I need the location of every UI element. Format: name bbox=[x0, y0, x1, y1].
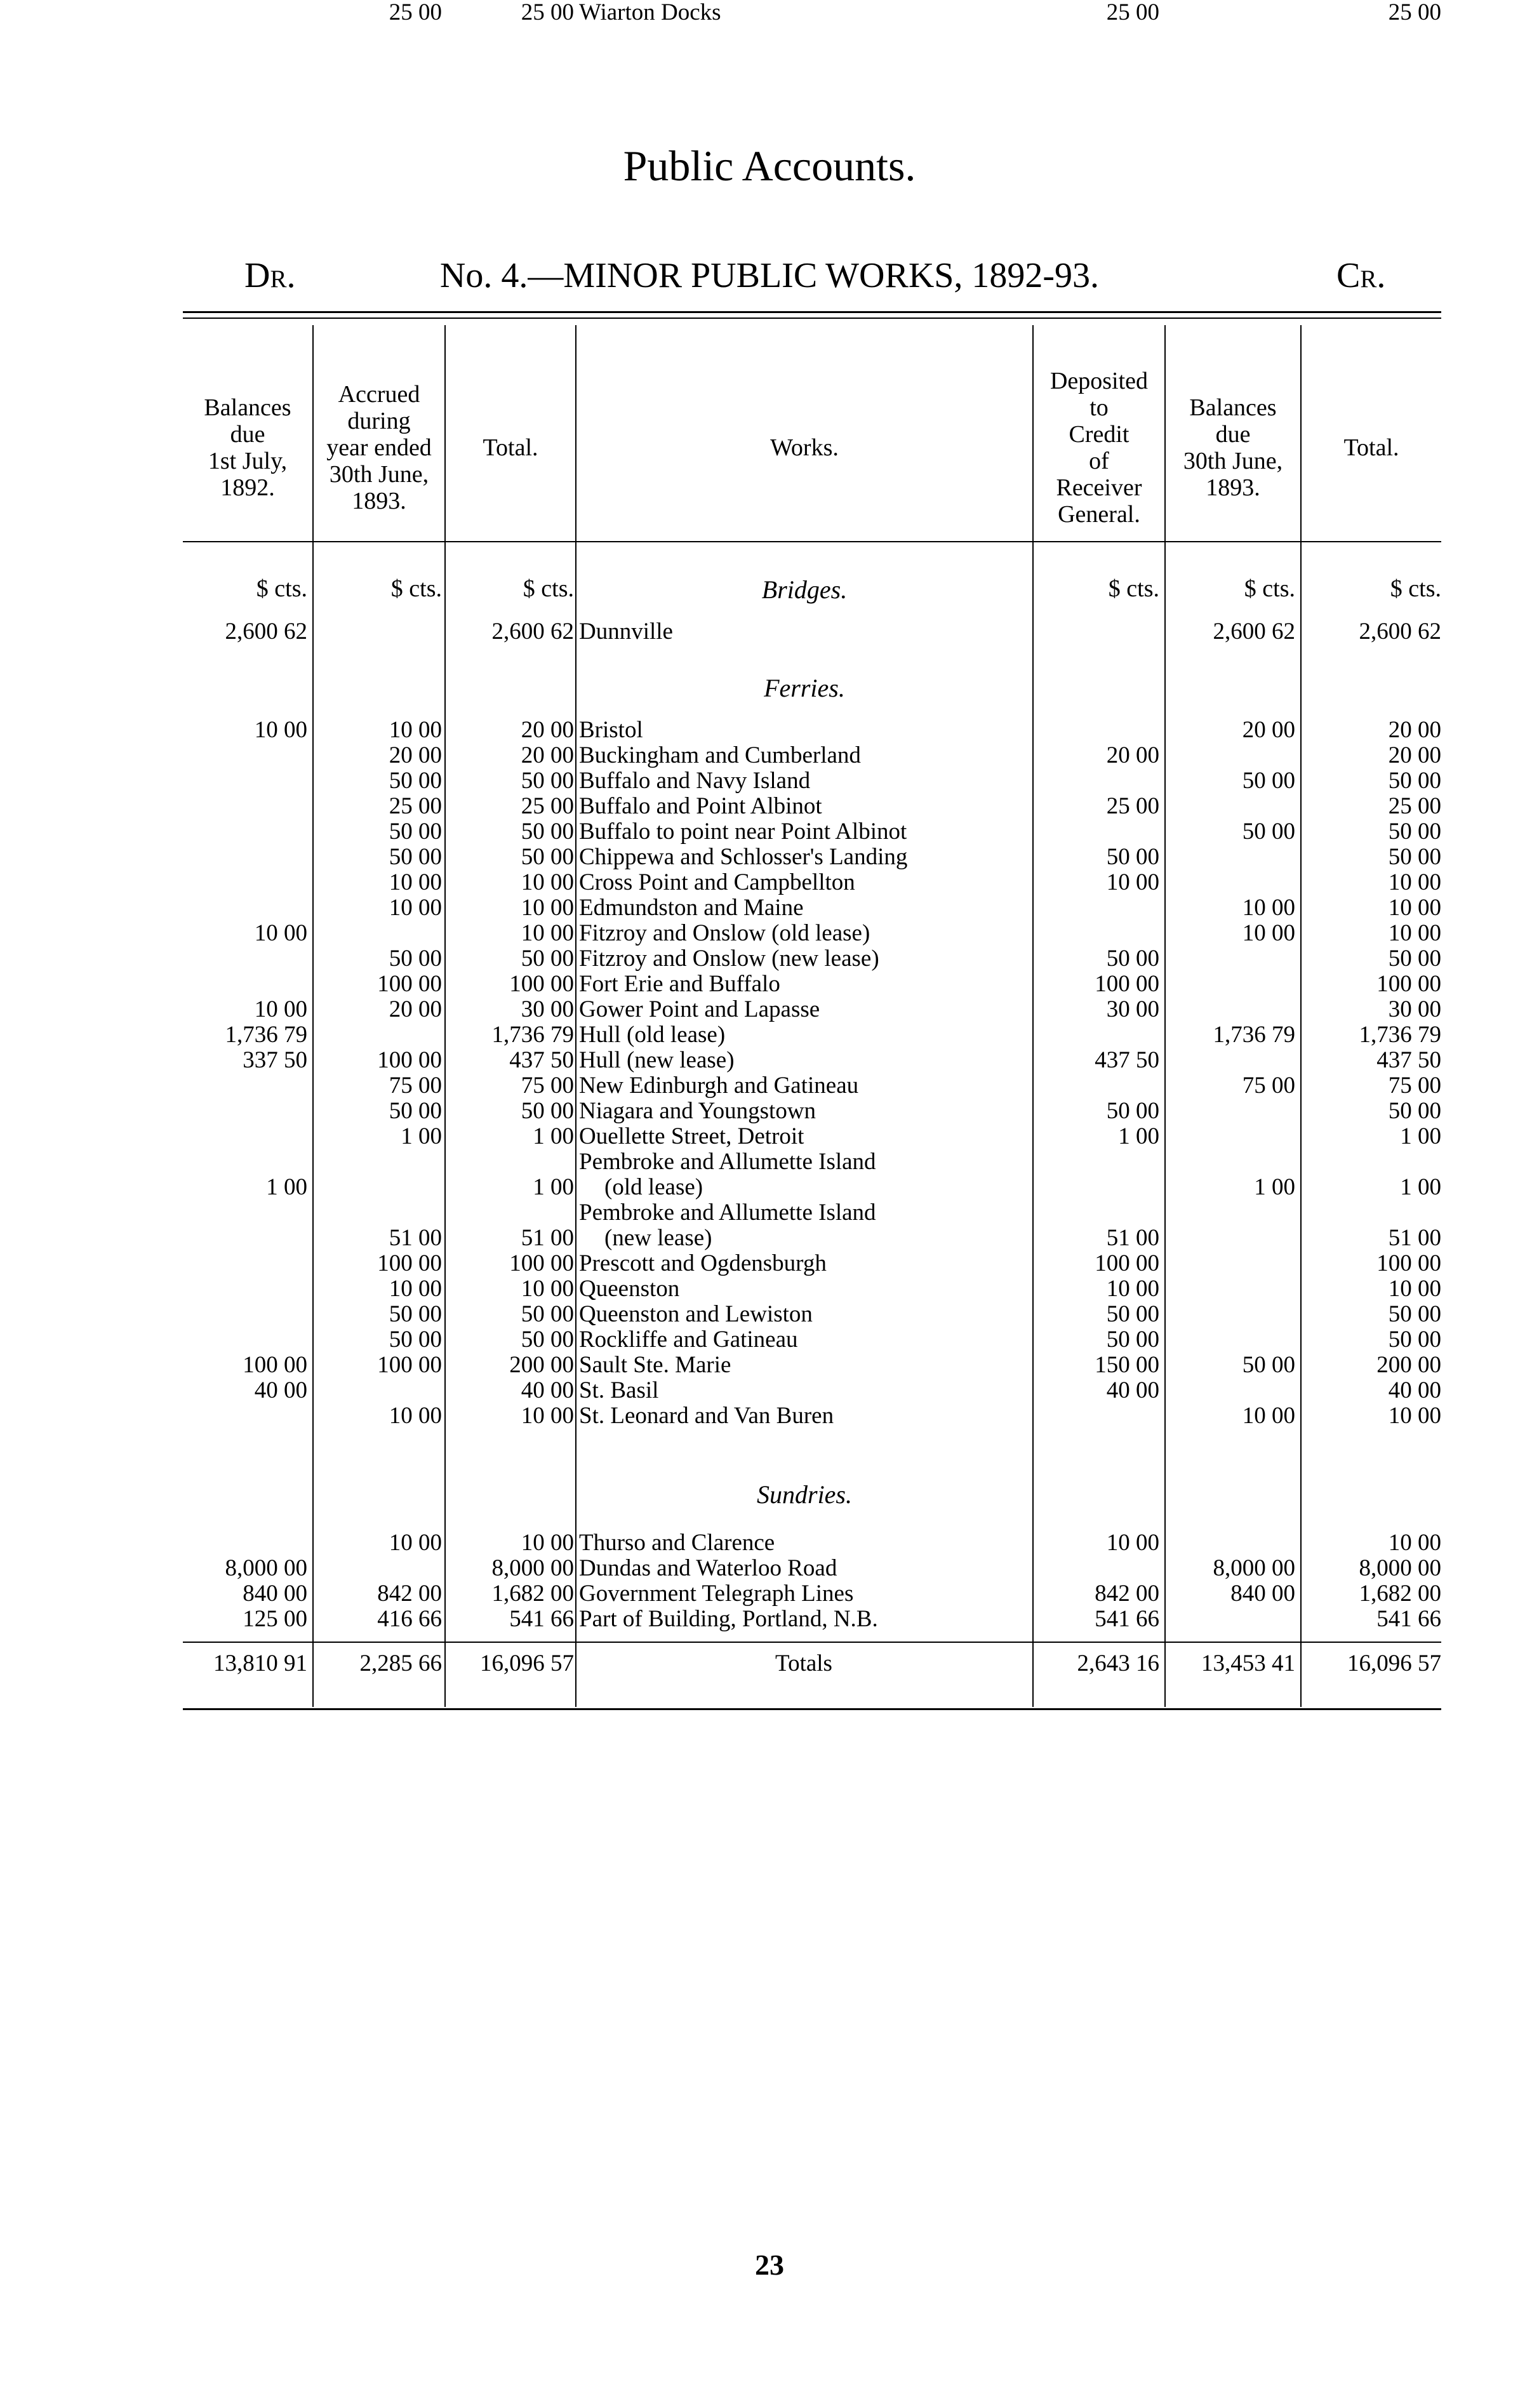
amount-cell: 50 00 bbox=[1242, 1353, 1295, 1378]
table-row bbox=[0, 1073, 1539, 1099]
total-amount-cell: 13,453 41 bbox=[1201, 1651, 1295, 1676]
amount-cell: 30 00 bbox=[1106, 997, 1159, 1022]
amount-cell: 75 00 bbox=[389, 1073, 442, 1099]
amount-cell: 50 00 bbox=[389, 1099, 442, 1124]
totals-rule bbox=[183, 1642, 1441, 1643]
work-name: St. Basil bbox=[579, 1378, 659, 1403]
work-name: Ouellette Street, Detroit bbox=[579, 1124, 804, 1149]
debit-label: Dr. bbox=[244, 256, 296, 295]
work-name: Thurso and Clarence bbox=[579, 1530, 775, 1556]
table-row bbox=[0, 1022, 1539, 1048]
amount-cell: 40 00 bbox=[254, 1378, 307, 1403]
amount-cell: 541 66 bbox=[1095, 1607, 1159, 1632]
credit-label: Cr. bbox=[1336, 256, 1386, 295]
total-amount-cell: 2,643 16 bbox=[1077, 1651, 1159, 1676]
work-name: Buckingham and Cumberland bbox=[579, 743, 861, 768]
amount-cell: 50 00 bbox=[389, 1302, 442, 1327]
amount-cell: 840 00 bbox=[1230, 1581, 1295, 1607]
amount-cell: 20 00 bbox=[389, 743, 442, 768]
amount-cell: 1 00 bbox=[533, 1175, 574, 1200]
amount-cell: 437 50 bbox=[1095, 1048, 1159, 1073]
amount-cell: 100 00 bbox=[377, 972, 442, 997]
amount-cell: 50 00 bbox=[1388, 768, 1441, 794]
table-row bbox=[0, 619, 1539, 645]
amount-cell: 25 00 bbox=[1106, 794, 1159, 819]
amount-cell: 150 00 bbox=[1095, 1353, 1159, 1378]
work-name: Edmundston and Maine bbox=[579, 895, 804, 921]
amount-cell: 541 66 bbox=[509, 1607, 574, 1632]
amount-cell: 51 00 bbox=[389, 1226, 442, 1251]
amount-cell: 10 00 bbox=[389, 1530, 442, 1556]
amount-cell: 842 00 bbox=[377, 1581, 442, 1607]
total-amount-cell: 13,810 91 bbox=[213, 1651, 307, 1676]
work-name: Pembroke and Allumette Island bbox=[579, 1149, 876, 1175]
amount-cell: 8,000 00 bbox=[491, 1556, 574, 1581]
col-head-total-cr: Total. bbox=[1343, 434, 1399, 461]
amount-cell: 50 00 bbox=[1388, 1099, 1441, 1124]
amount-cell: 51 00 bbox=[1388, 1226, 1441, 1251]
amount-cell: 50 00 bbox=[1388, 819, 1441, 845]
amount-cell: 50 00 bbox=[389, 819, 442, 845]
amount-cell: 20 00 bbox=[1388, 718, 1441, 743]
amount-cell: 40 00 bbox=[1106, 1378, 1159, 1403]
table-row bbox=[0, 819, 1539, 845]
amount-cell: 10 00 bbox=[389, 1276, 442, 1302]
work-name: Fitzroy and Onslow (old lease) bbox=[579, 921, 870, 946]
table-row bbox=[0, 1149, 1539, 1200]
table-row bbox=[0, 718, 1539, 743]
amount-cell: 50 00 bbox=[1388, 946, 1441, 972]
amount-cell: 437 50 bbox=[1376, 1048, 1441, 1073]
amount-cell: 2,600 62 bbox=[491, 619, 574, 645]
amount-cell: 20 00 bbox=[1106, 743, 1159, 768]
amount-cell: 200 00 bbox=[1376, 1353, 1441, 1378]
table-row bbox=[0, 1530, 1539, 1556]
amount-cell: 100 00 bbox=[509, 1251, 574, 1276]
totals-row bbox=[0, 1651, 1539, 1676]
amount-cell: 1 00 bbox=[1400, 1175, 1441, 1200]
amount-cell: 50 00 bbox=[1106, 1099, 1159, 1124]
amount-cell: 10 00 bbox=[1388, 1276, 1441, 1302]
amount-cell: 100 00 bbox=[1095, 1251, 1159, 1276]
amount-cell: 2,600 62 bbox=[225, 619, 307, 645]
amount-cell: 1 00 bbox=[1118, 1124, 1159, 1149]
amount-cell: 10 00 bbox=[521, 921, 574, 946]
amount-cell: 50 00 bbox=[1106, 946, 1159, 972]
units-col-4: $ cts. bbox=[1108, 575, 1159, 602]
bottom-rule bbox=[183, 1708, 1441, 1710]
amount-cell: 200 00 bbox=[509, 1353, 574, 1378]
page-number: 23 bbox=[755, 2249, 784, 2281]
work-name: St. Leonard and Van Buren bbox=[579, 1403, 834, 1429]
work-name: Cross Point and Campbellton bbox=[579, 870, 855, 895]
amount-cell: 50 00 bbox=[521, 1302, 574, 1327]
amount-cell: 10 00 bbox=[1388, 921, 1441, 946]
table-row bbox=[0, 1607, 1539, 1632]
col-head-total-dr: Total. bbox=[483, 434, 538, 461]
units-col-3: $ cts. bbox=[523, 575, 574, 602]
amount-cell: 10 00 bbox=[1106, 1530, 1159, 1556]
table-row bbox=[0, 794, 1539, 819]
table-row bbox=[0, 1302, 1539, 1327]
amount-cell: 50 00 bbox=[389, 1327, 442, 1353]
top-rule-thin bbox=[183, 318, 1441, 319]
table-row bbox=[0, 997, 1539, 1022]
table-row bbox=[0, 1251, 1539, 1276]
work-name: Part of Building, Portland, N.B. bbox=[579, 1607, 878, 1632]
amount-cell: 50 00 bbox=[389, 768, 442, 794]
amount-cell: 50 00 bbox=[1388, 1327, 1441, 1353]
amount-cell: 100 00 bbox=[243, 1353, 307, 1378]
amount-cell: 75 00 bbox=[1388, 1073, 1441, 1099]
amount-cell: 100 00 bbox=[377, 1353, 442, 1378]
units-col-2: $ cts. bbox=[390, 575, 442, 602]
amount-cell: 10 00 bbox=[1106, 870, 1159, 895]
total-amount-cell: 16,096 57 bbox=[480, 1651, 574, 1676]
work-name: Buffalo to point near Point Albinot bbox=[579, 819, 907, 845]
amount-cell: 100 00 bbox=[1376, 972, 1441, 997]
amount-cell: 50 00 bbox=[389, 946, 442, 972]
table-row bbox=[0, 768, 1539, 794]
amount-cell: 30 00 bbox=[1388, 997, 1441, 1022]
work-name: Sault Ste. Marie bbox=[579, 1353, 731, 1378]
amount-cell: 1,682 00 bbox=[1359, 1581, 1441, 1607]
amount-cell: 100 00 bbox=[1095, 972, 1159, 997]
amount-cell: 50 00 bbox=[521, 845, 574, 870]
amount-cell: 840 00 bbox=[243, 1581, 307, 1607]
amount-cell: 100 00 bbox=[1376, 1251, 1441, 1276]
table-row bbox=[0, 921, 1539, 946]
amount-cell: 1 00 bbox=[1400, 1124, 1441, 1149]
amount-cell: 75 00 bbox=[521, 1073, 574, 1099]
amount-cell: 1,736 79 bbox=[225, 1022, 307, 1048]
amount-cell: 2,600 62 bbox=[1213, 619, 1295, 645]
header-rule bbox=[183, 541, 1441, 542]
amount-cell: 437 50 bbox=[509, 1048, 574, 1073]
amount-cell: 50 00 bbox=[389, 845, 442, 870]
amount-cell: 10 00 bbox=[1388, 870, 1441, 895]
table-row bbox=[0, 1581, 1539, 1607]
table-row bbox=[0, 1327, 1539, 1353]
units-col-5: $ cts. bbox=[1244, 575, 1295, 602]
work-name: Bristol bbox=[579, 718, 643, 743]
amount-cell: 10 00 bbox=[1242, 1403, 1295, 1429]
amount-cell: 50 00 bbox=[1388, 1302, 1441, 1327]
amount-cell: 50 00 bbox=[521, 1099, 574, 1124]
col-head-deposited: Deposited to Credit of Receiver General. bbox=[1049, 368, 1149, 528]
amount-cell: 10 00 bbox=[1242, 895, 1295, 921]
amount-cell: 10 00 bbox=[521, 1403, 574, 1429]
amount-cell: 50 00 bbox=[1388, 845, 1441, 870]
amount-cell: 25 00 bbox=[1388, 794, 1441, 819]
amount-cell: 10 00 bbox=[1242, 921, 1295, 946]
amount-cell: 10 00 bbox=[1106, 1276, 1159, 1302]
amount-cell: 10 00 bbox=[254, 718, 307, 743]
work-name: Fitzroy and Onslow (new lease) bbox=[579, 946, 879, 972]
work-name-continued: (old lease) bbox=[604, 1175, 703, 1200]
amount-cell: 25 00 bbox=[389, 0, 442, 25]
amount-cell: 416 66 bbox=[377, 1607, 442, 1632]
work-name: Buffalo and Navy Island bbox=[579, 768, 811, 794]
page-title: Public Accounts. bbox=[623, 142, 916, 190]
total-amount-cell: 16,096 57 bbox=[1347, 1651, 1441, 1676]
amount-cell: 1,736 79 bbox=[1359, 1022, 1441, 1048]
work-name: Gower Point and Lapasse bbox=[579, 997, 820, 1022]
amount-cell: 50 00 bbox=[1242, 768, 1295, 794]
section-title-ferries: Ferries. bbox=[764, 674, 845, 702]
col-head-works: Works. bbox=[770, 434, 839, 461]
amount-cell: 10 00 bbox=[254, 997, 307, 1022]
amount-cell: 25 00 bbox=[1106, 0, 1159, 25]
table-row bbox=[0, 845, 1539, 870]
work-name: Government Telegraph Lines bbox=[579, 1581, 854, 1607]
amount-cell: 1 00 bbox=[1254, 1175, 1295, 1200]
amount-cell: 10 00 bbox=[521, 895, 574, 921]
table-row bbox=[0, 1200, 1539, 1251]
work-name: Dunnville bbox=[579, 619, 673, 645]
amount-cell: 541 66 bbox=[1376, 1607, 1441, 1632]
work-name: Dundas and Waterloo Road bbox=[579, 1556, 837, 1581]
table-row bbox=[0, 946, 1539, 972]
amount-cell: 8,000 00 bbox=[1359, 1556, 1441, 1581]
work-name: Queenston and Lewiston bbox=[579, 1302, 813, 1327]
amount-cell: 20 00 bbox=[521, 743, 574, 768]
work-name: New Edinburgh and Gatineau bbox=[579, 1073, 859, 1099]
col-head-balances-start: Balances due 1st July, 1892. bbox=[204, 394, 291, 501]
amount-cell: 1 00 bbox=[533, 1124, 574, 1149]
amount-cell: 2,600 62 bbox=[1359, 619, 1441, 645]
work-name: Rockliffe and Gatineau bbox=[579, 1327, 798, 1353]
work-name: Buffalo and Point Albinot bbox=[579, 794, 822, 819]
amount-cell: 50 00 bbox=[1106, 845, 1159, 870]
work-name: Wiarton Docks bbox=[579, 0, 721, 25]
table-title: No. 4.—MINOR PUBLIC WORKS, 1892-93. bbox=[439, 256, 1100, 295]
amount-cell: 1,736 79 bbox=[1213, 1022, 1295, 1048]
total-amount-cell: 2,285 66 bbox=[359, 1651, 442, 1676]
amount-cell: 50 00 bbox=[521, 819, 574, 845]
amount-cell: 30 00 bbox=[521, 997, 574, 1022]
table-row bbox=[0, 1403, 1539, 1429]
amount-cell: 10 00 bbox=[521, 1530, 574, 1556]
amount-cell: 40 00 bbox=[521, 1378, 574, 1403]
amount-cell: 51 00 bbox=[521, 1226, 574, 1251]
amount-cell: 10 00 bbox=[389, 1403, 442, 1429]
amount-cell: 842 00 bbox=[1095, 1581, 1159, 1607]
table-row bbox=[0, 1099, 1539, 1124]
amount-cell: 1 00 bbox=[266, 1175, 307, 1200]
work-name: Hull (new lease) bbox=[579, 1048, 735, 1073]
amount-cell: 20 00 bbox=[389, 997, 442, 1022]
table-row bbox=[0, 1124, 1539, 1149]
amount-cell: 125 00 bbox=[243, 1607, 307, 1632]
table-row bbox=[0, 1378, 1539, 1403]
amount-cell: 51 00 bbox=[1106, 1226, 1159, 1251]
work-name: Chippewa and Schlosser's Landing bbox=[579, 845, 908, 870]
table-row bbox=[0, 0, 1539, 25]
amount-cell: 50 00 bbox=[521, 1327, 574, 1353]
amount-cell: 40 00 bbox=[1388, 1378, 1441, 1403]
table-row bbox=[0, 895, 1539, 921]
units-col-1: $ cts. bbox=[256, 575, 307, 602]
table-row bbox=[0, 1353, 1539, 1378]
work-name: Prescott and Ogdensburgh bbox=[579, 1251, 827, 1276]
table-row bbox=[0, 1276, 1539, 1302]
work-name: Hull (old lease) bbox=[579, 1022, 726, 1048]
section-title-sundries: Sundries. bbox=[757, 1480, 852, 1509]
table-row bbox=[0, 743, 1539, 768]
amount-cell: 25 00 bbox=[389, 794, 442, 819]
work-name-continued: (new lease) bbox=[604, 1226, 712, 1251]
amount-cell: 25 00 bbox=[521, 794, 574, 819]
amount-cell: 10 00 bbox=[389, 895, 442, 921]
amount-cell: 10 00 bbox=[254, 921, 307, 946]
amount-cell: 10 00 bbox=[1388, 1530, 1441, 1556]
col-head-accrued: Accrued during year ended 30th June, 1893. bbox=[326, 381, 432, 514]
amount-cell: 25 00 bbox=[521, 0, 574, 25]
amount-cell: 337 50 bbox=[243, 1048, 307, 1073]
amount-cell: 50 00 bbox=[521, 768, 574, 794]
work-name: Pembroke and Allumette Island bbox=[579, 1200, 876, 1226]
amount-cell: 10 00 bbox=[1388, 1403, 1441, 1429]
amount-cell: 50 00 bbox=[521, 946, 574, 972]
work-name: Queenston bbox=[579, 1276, 680, 1302]
work-name: Fort Erie and Buffalo bbox=[579, 972, 780, 997]
table-row bbox=[0, 870, 1539, 895]
amount-cell: 100 00 bbox=[377, 1251, 442, 1276]
amount-cell: 50 00 bbox=[1106, 1302, 1159, 1327]
amount-cell: 50 00 bbox=[1242, 819, 1295, 845]
amount-cell: 1,736 79 bbox=[491, 1022, 574, 1048]
amount-cell: 10 00 bbox=[521, 870, 574, 895]
amount-cell: 20 00 bbox=[1388, 743, 1441, 768]
amount-cell: 50 00 bbox=[1106, 1327, 1159, 1353]
col-head-balances-end: Balances due 30th June, 1893. bbox=[1183, 394, 1283, 501]
units-col-6: $ cts. bbox=[1390, 575, 1441, 602]
amount-cell: 20 00 bbox=[521, 718, 574, 743]
amount-cell: 1 00 bbox=[401, 1124, 442, 1149]
amount-cell: 1,682 00 bbox=[491, 1581, 574, 1607]
amount-cell: 10 00 bbox=[521, 1276, 574, 1302]
amount-cell: 25 00 bbox=[1388, 0, 1441, 25]
amount-cell: 10 00 bbox=[389, 870, 442, 895]
amount-cell: 10 00 bbox=[389, 718, 442, 743]
table-row bbox=[0, 1556, 1539, 1581]
amount-cell: 10 00 bbox=[1388, 895, 1441, 921]
section-title-bridges: Bridges. bbox=[761, 575, 848, 604]
table-row bbox=[0, 972, 1539, 997]
work-name: Niagara and Youngstown bbox=[579, 1099, 816, 1124]
amount-cell: 75 00 bbox=[1242, 1073, 1295, 1099]
amount-cell: 100 00 bbox=[509, 972, 574, 997]
totals-label: Totals bbox=[775, 1651, 832, 1676]
amount-cell: 8,000 00 bbox=[225, 1556, 307, 1581]
amount-cell: 100 00 bbox=[377, 1048, 442, 1073]
table-row bbox=[0, 1048, 1539, 1073]
amount-cell: 20 00 bbox=[1242, 718, 1295, 743]
top-rule bbox=[183, 311, 1441, 313]
amount-cell: 8,000 00 bbox=[1213, 1556, 1295, 1581]
